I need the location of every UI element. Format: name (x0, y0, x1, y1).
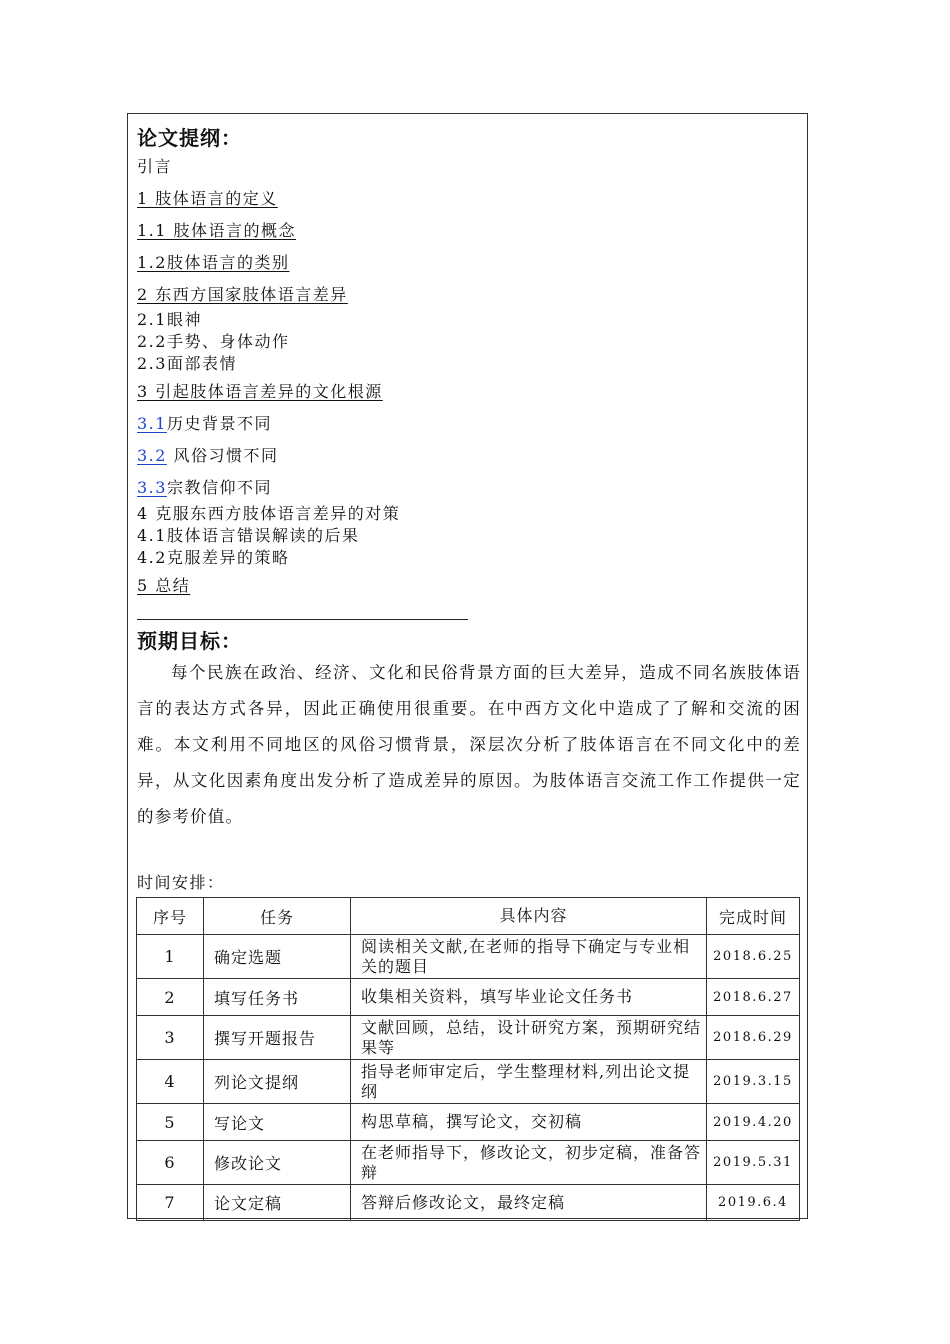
outline-item-1-1: 1.1 肢体语言的概念 (137, 221, 297, 240)
row-content: 文献回顾，总结，设计研究方案，预期研究结果等 (351, 1016, 707, 1060)
row-no: 3 (137, 1016, 204, 1060)
schedule-header-row (137, 898, 800, 935)
row-content: 在老师指导下，修改论文，初步定稿，准备答辩 (351, 1141, 707, 1185)
header-date: 完成时间 (707, 898, 800, 935)
outline-item-2: 2 东西方国家肢体语言差异 (137, 285, 348, 304)
row-date: 2019.3.15 (707, 1060, 800, 1104)
outline-item-3-3 (137, 478, 272, 498)
row-content: 收集相关资料，填写毕业论文任务书 (351, 979, 707, 1016)
row-no: 7 (137, 1185, 204, 1221)
row-task: 列论文提纲 (204, 1060, 351, 1104)
outline-item-2-1: 2.1眼神 (137, 310, 202, 329)
outline-heading: 论文提纲： (137, 126, 242, 150)
table-row (137, 1016, 800, 1060)
row-no: 4 (137, 1060, 204, 1104)
outline-item-5: 5 总结 (137, 576, 191, 595)
row-date: 2018.6.25 (707, 935, 800, 979)
outline-item-3-1 (137, 414, 272, 434)
header-content: 具体内容 (351, 898, 707, 935)
table-row (137, 935, 800, 979)
outline-item-3-3-text: 宗教信仰不同 (166, 478, 272, 497)
outline-item-4: 4 克服东西方肢体语言差异的对策 (137, 504, 401, 523)
row-task: 确定选题 (204, 935, 351, 979)
section-divider (137, 619, 468, 620)
row-task: 撰写开题报告 (204, 1016, 351, 1060)
header-task: 任务 (204, 898, 351, 935)
row-task: 填写任务书 (204, 979, 351, 1016)
header-no: 序号 (137, 898, 204, 935)
outline-item-3-1-text: 历史背景不同 (166, 414, 272, 433)
row-date: 2019.6.4 (707, 1185, 800, 1221)
outline-item-2-3: 2.3面部表情 (137, 354, 237, 373)
row-no: 1 (137, 935, 204, 979)
row-task: 论文定稿 (204, 1185, 351, 1221)
schedule-table (136, 897, 800, 1221)
outline-item-3-2-link[interactable]: 3.2 (137, 446, 167, 465)
row-content: 答辩后修改论文，最终定稿 (351, 1185, 707, 1221)
row-date: 2018.6.29 (707, 1016, 800, 1060)
outline-item-4-2: 4.2克服差异的策略 (137, 548, 290, 567)
goal-paragraph: 每个民族在政治、经济、文化和民俗背景方面的巨大差异，造成不同名族肢体语言的表达方式各异，因此正确使用很重要。在中西方文化中造成了了解和交流的困难。本文利用不同地区的风俗习惯背景，深层次分析了肢体语言在不同文化中的差异，从文化因素角度出发分析了造成差异的原因。为肢体语言交流工作工作提供一定的参考价值。 (137, 663, 801, 826)
row-task: 修改论文 (204, 1141, 351, 1185)
row-no: 5 (137, 1104, 204, 1141)
outline-item-1-2: 1.2肢体语言的类别 (137, 253, 290, 272)
row-date: 2019.4.20 (707, 1104, 800, 1141)
outline-item-4-1: 4.1肢体语言错误解读的后果 (137, 526, 360, 545)
table-row (137, 1104, 800, 1141)
table-row (137, 1185, 800, 1221)
row-content: 构思草稿，撰写论文，交初稿 (351, 1104, 707, 1141)
table-row (137, 1141, 800, 1185)
outline-item-3: 3 引起肢体语言差异的文化根源 (137, 382, 383, 401)
row-content: 指导老师审定后，学生整理材料,列出论文提纲 (351, 1060, 707, 1104)
schedule-label: 时间安排： (137, 873, 225, 892)
goal-heading: 预期目标： (137, 629, 242, 653)
row-date: 2018.6.27 (707, 979, 800, 1016)
row-task: 写论文 (204, 1104, 351, 1141)
table-row (137, 1060, 800, 1104)
row-no: 6 (137, 1141, 204, 1185)
outline-item-1: 1 肢体语言的定义 (137, 189, 278, 208)
outline-item-3-1-link[interactable]: 3.1 (137, 414, 167, 433)
outline-intro: 引言 (137, 157, 173, 176)
outline-item-3-2 (137, 446, 279, 466)
table-row (137, 979, 800, 1016)
outline-item-3-2-text: 风俗习惯不同 (166, 446, 279, 465)
row-content: 阅读相关文献,在老师的指导下确定与专业相关的题目 (351, 935, 707, 979)
outline-item-2-2: 2.2手势、身体动作 (137, 332, 290, 351)
row-date: 2019.5.31 (707, 1141, 800, 1185)
outline-item-3-3-link[interactable]: 3.3 (137, 478, 167, 497)
row-no: 2 (137, 979, 204, 1016)
